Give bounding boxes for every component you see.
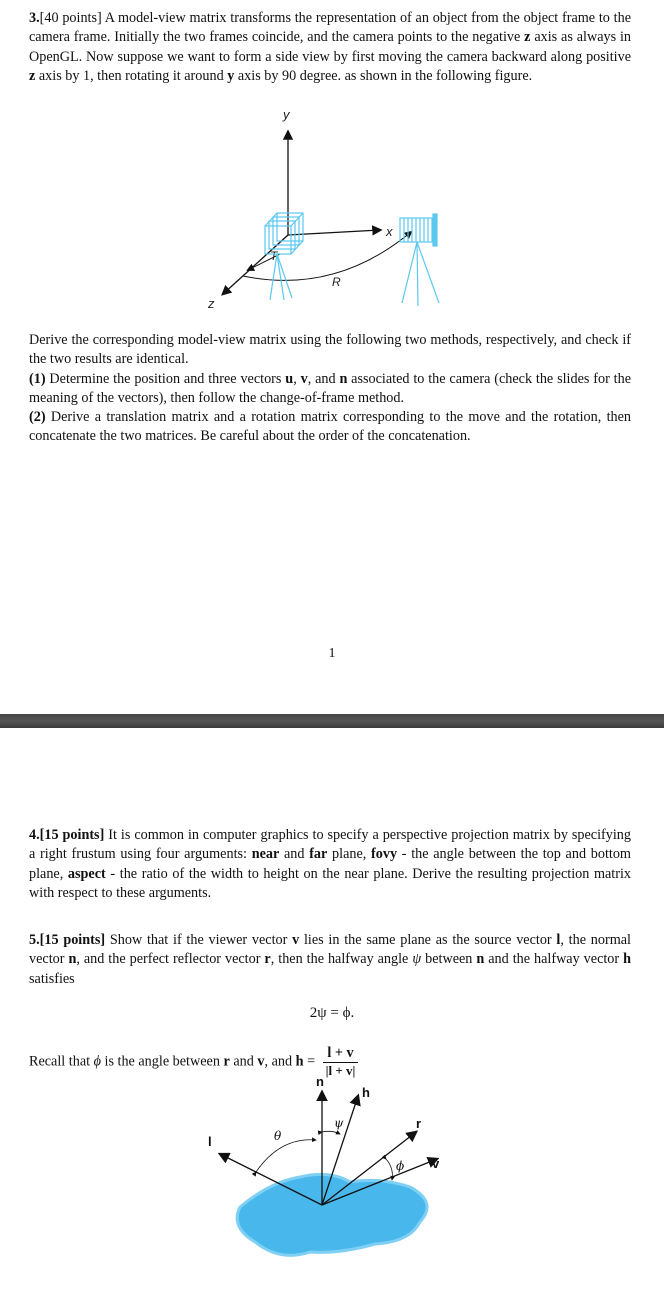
label-l: l xyxy=(208,1134,212,1149)
label-r: r xyxy=(416,1116,422,1131)
axis-label-x: x xyxy=(386,224,393,239)
label-phi: ϕ xyxy=(396,1159,405,1173)
camera-frame-figure xyxy=(195,100,455,312)
halfway-fraction: $\frac{l + v}{|l + v|}$ xyxy=(323,1045,359,1079)
equation-2psi-phi: 2ψ = ϕ. xyxy=(309,1005,355,1021)
label-h: h xyxy=(362,1085,370,1100)
page-number: 1 xyxy=(328,646,336,661)
label-psi: ψ xyxy=(334,1116,344,1130)
recall-sentence: Recall that ϕ is the angle between r and v, and h = $\frac{l + v}{|l + v|}$ xyxy=(29,1045,358,1079)
camera-icon-rotated xyxy=(400,214,439,306)
label-theta: θ xyxy=(274,1129,282,1143)
label-n: n xyxy=(316,1074,324,1089)
axis-label-z: z xyxy=(208,296,215,311)
question-5: 5.[15 points] Show that if the viewer vector v lies in the same plane as the source vector l, the normal vector n, and the perfect reflector vector r, then the halfway angle ψ between n and the halfway vector h satisfies xyxy=(29,932,631,987)
reflection-figure xyxy=(200,1072,450,1297)
label-v: v xyxy=(432,1156,440,1171)
label-T: T xyxy=(270,249,278,263)
axis-label-y: y xyxy=(283,107,290,122)
question-3-derive: Derive the corresponding model-view matrix using the following two methods, respectively, and check if the two results are identical. (1) Determine the position and three vectors u, v, and n associated to the camera (check the slides for the meaning of the vectors), then follow the change-of-frame method. (2) Derive a translation matrix and a rotation matrix corresponding to the move and the rotation, then concatenate the two matrices. Be careful about the order of the concatenation. xyxy=(29,332,631,445)
page-separator xyxy=(0,714,664,728)
surface-patch xyxy=(237,1174,427,1255)
label-R: R xyxy=(332,275,341,289)
question-4: 4.[15 points] It is common in computer graphics to specify a perspective projection matrix by specifying a right frustum using four arguments: near and far plane, fovy - the angle between the top and bottom plane, aspect - the ratio of the width to height on the near plane. Derive the resulting projection matrix with respect to these arguments. xyxy=(29,827,631,901)
question-3-intro: 3.[40 points] A model-view matrix transforms the representation of an object from the object frame to the camera frame. Initially the two frames coincide, and the camera points to the negative z axis as always in OpenGL. Now suppose we want to form a side view by first moving the camera backward along positive z axis by 1, then rotating it around y axis by 90 degree. as shown in the following figure. xyxy=(29,10,631,84)
